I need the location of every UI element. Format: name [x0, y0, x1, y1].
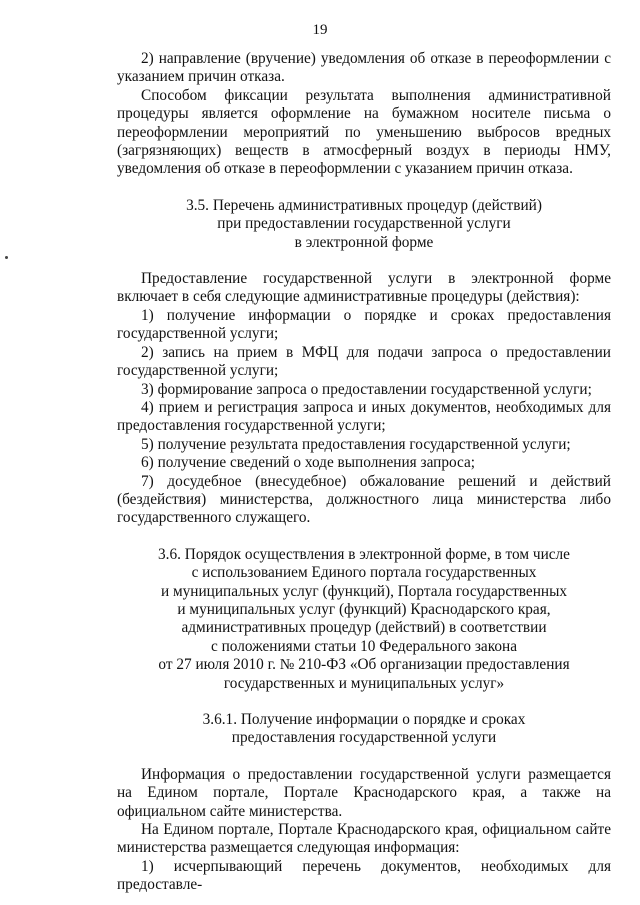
list-item: 2) запись на прием в МФЦ для подачи запроса о предоставлении государственной услуги; — [117, 343, 611, 380]
section-3-5-intro: Предоставление государственной услуги в электронной форме включает в себя следующие административные процедуры (действия): — [117, 270, 611, 306]
heading-line: государственных и муниципальных услуг» — [223, 674, 505, 692]
heading-line: административных процедур (действий) в соответствии — [181, 619, 547, 637]
list-item: 4) прием и регистрация запроса и иных документов, необходимых для предоставления государственной услуги; — [117, 398, 611, 435]
heading-line: от 27 июля 2010 г. № 210-ФЗ «Об организации предоставления — [158, 656, 570, 674]
paragraph-info-placement: Информация о предоставлении государственной услуги размещается на Едином портале, Портале Краснодарского края, а также на официальном сайте министерства. — [117, 765, 611, 820]
heading-line: 3.6. Порядок осуществления в электронной форме, в том числе — [158, 545, 570, 563]
heading-line: с использованием Единого портала государственных — [191, 564, 537, 582]
paragraph-fixation-method: Способом фиксации результата выполнения административной процедуры является оформление на бумажном носителе письма о переоформлении мероприятий по уменьшению выбросов вредных (загрязняющих) веществ в атмосферный воздух в периоды НМУ, уведомления об отказе в переоформлении с указанием причин отказа. — [117, 86, 611, 178]
list-item: 6) получение сведений о ходе выполнения запроса; — [141, 454, 476, 472]
paragraph-info-list-intro: На Едином портале, Портале Краснодарского края, официальном сайте министерства размещается следующая информация: — [117, 821, 611, 857]
list-item: 1) исчерпывающий перечень документов, необходимых для предоставле- — [117, 857, 611, 894]
heading-line: при предоставлении государственной услуги — [217, 215, 511, 233]
list-item: 1) получение информации о порядке и сроках предоставления государственной услуги; — [117, 306, 611, 343]
heading-line: в электронной форме — [294, 233, 434, 251]
heading-line: предоставления государственной услуги — [231, 729, 497, 747]
heading-line: и муниципальных услуг (функций), Портала государственных — [160, 582, 568, 600]
heading-line: и муниципальных услуг (функций) Краснодарского края, — [177, 600, 551, 618]
section-3-6-heading — [117, 546, 611, 693]
heading-line: 3.6.1. Получение информации о порядке и сроках — [202, 711, 526, 728]
heading-line: 3.5. Перечень административных процедур (действий) — [186, 196, 542, 214]
scan-mark — [5, 256, 8, 259]
document-body — [117, 50, 611, 895]
list-item: 5) получение результата предоставления государственной услуги; — [141, 435, 571, 453]
list-item: 3) формирование запроса о предоставлении государственной услуги; — [141, 380, 592, 398]
section-3-5-heading — [117, 197, 611, 252]
section-3-6-1-heading — [117, 711, 611, 748]
list-item: 7) досудебное (внесудебное) обжалование решений и действий (бездействия) министерства, должностного лица министерства либо государственного служащего. — [117, 472, 611, 527]
paragraph-refusal-notice: 2) направление (вручение) уведомления об отказе в переоформлении с указанием причин отказа. — [117, 50, 611, 86]
heading-line: с положениями статьи 10 Федерального закона — [211, 637, 517, 655]
page-number: 19 — [312, 22, 328, 38]
